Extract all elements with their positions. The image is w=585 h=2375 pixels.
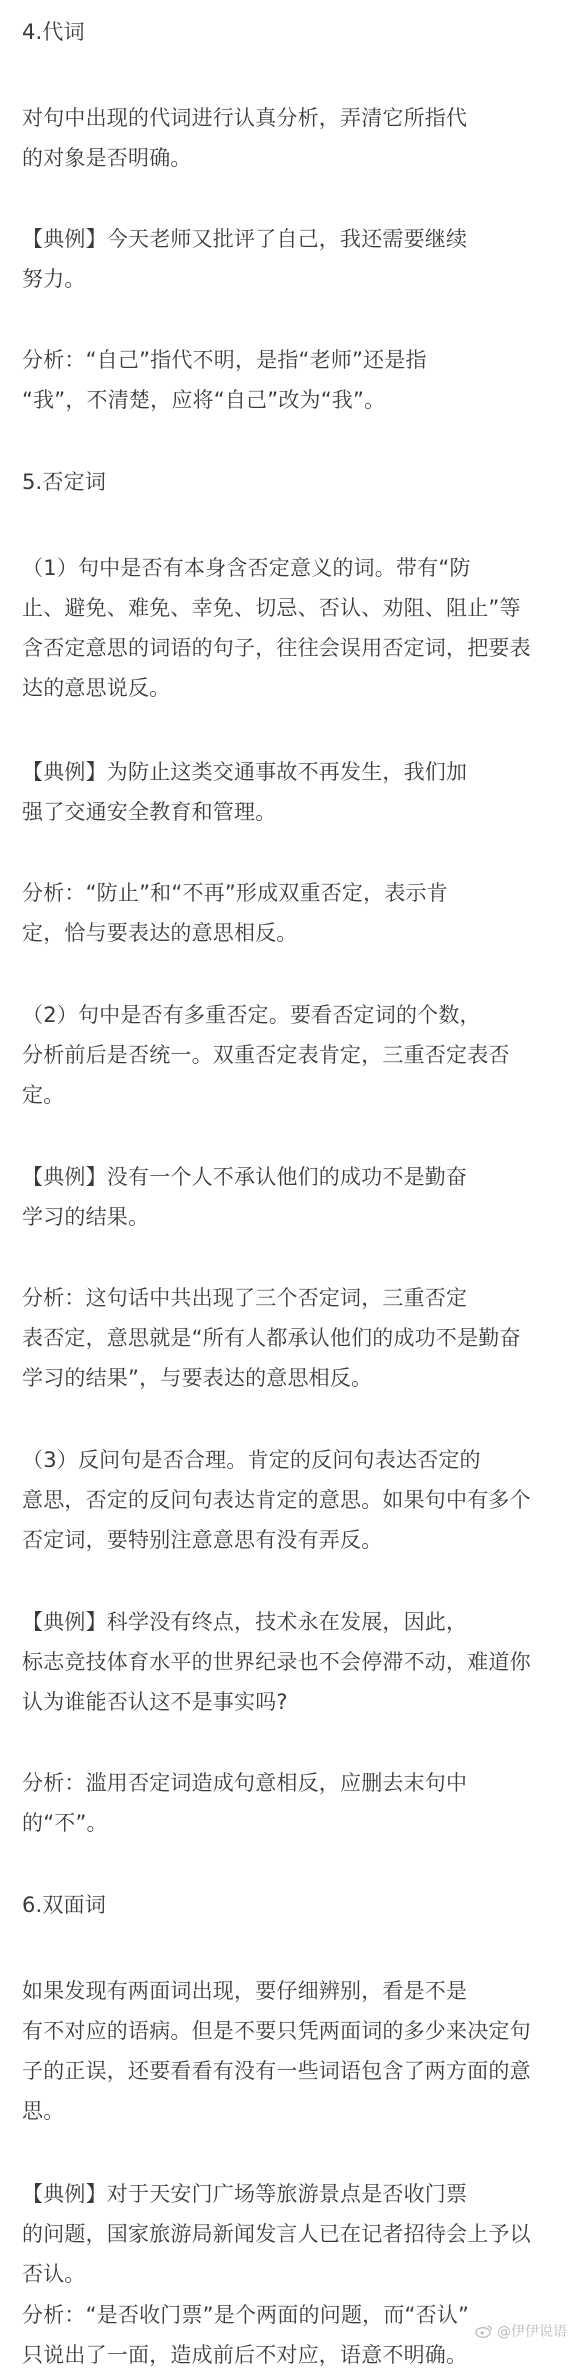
paragraph-line: 努力。: [22, 267, 86, 291]
paragraph: [22, 1763, 563, 1843]
paragraph-line: 分析：滥用否定词造成句意相反，应删去末句中: [22, 1771, 468, 1795]
paragraph-line: 止、避免、难免、幸免、切忌、否认、劝阻、阻止”等: [22, 596, 521, 620]
paragraph-line: 对句中出现的代词进行认真分析，弄清它所指代: [22, 106, 468, 130]
paragraph-line: 的问题，国家旅游局新闻发言人已在记者招待会上予以: [22, 2222, 531, 2246]
paragraph: [22, 1278, 563, 1398]
paragraph: [22, 1971, 563, 2131]
paragraph-line: 6.双面词: [22, 1893, 107, 1917]
paragraph-line: 思。: [22, 2099, 65, 2123]
paragraph-line: “我”，不清楚，应将“自己”改为“我”。: [22, 388, 386, 412]
paragraph-line: 5.否定词: [22, 470, 107, 494]
paragraph-line: 学习的结果”，与要表达的意思相反。: [22, 1366, 373, 1390]
paragraph: [22, 219, 563, 299]
paragraph-line: （3）反问句是否合理。肯定的反问句表达否定的: [22, 1448, 481, 1472]
paragraph-line: 定，恰与要表达的意思相反。: [22, 921, 298, 945]
paragraph-line: 分析前后是否统一。双重否定表肯定，三重否定表否: [22, 1043, 510, 1067]
paragraph: [22, 340, 563, 420]
weibo-logo-icon: [475, 2324, 493, 2338]
paragraph-line: 【典例】为防止这类交通事故不再发生，我们加: [22, 760, 468, 784]
paragraph-line: 定。: [22, 1083, 65, 1107]
paragraph: [22, 1440, 563, 1560]
paragraph-line: 只说出了一面，造成前后不对应，语意不明确。: [22, 2343, 468, 2367]
paragraph: [22, 12, 563, 52]
paragraph-line: 否定词，要特别注意意思有没有弄反。: [22, 1528, 383, 1552]
paragraph-line: 分析：“是否收门票”是个两面的问题，而“否认”: [22, 2303, 470, 2327]
paragraph-line: 达的意思说反。: [22, 676, 171, 700]
watermark-text: @伊伊说语: [497, 2324, 567, 2340]
paragraph: [22, 752, 563, 832]
paragraph-line: 分析：这句话中共出现了三个否定词，三重否定: [22, 1286, 468, 1310]
paragraph-line: 学习的结果。: [22, 1205, 150, 1229]
paragraph-line: （1）句中是否有本身含否定意义的词。带有“防: [22, 556, 471, 580]
paragraph-line: 否认。: [22, 2262, 86, 2286]
paragraph-line: 的“不”。: [22, 1811, 108, 1835]
paragraph-line: 意思，否定的反问句表达肯定的意思。如果句中有多个: [22, 1488, 531, 1512]
paragraph-line: 表否定，意思就是“所有人都承认他们的成功不是勤奋: [22, 1326, 521, 1350]
paragraph: [22, 548, 563, 708]
paragraph: [22, 462, 563, 502]
watermark: [475, 2321, 567, 2341]
paragraph-line: 强了交通安全教育和管理。: [22, 800, 277, 824]
paragraph-line: 【典例】没有一个人不承认他们的成功不是勤奋: [22, 1165, 468, 1189]
paragraph-line: 有不对应的语病。但是不要只凭两面词的多少来决定句: [22, 2019, 531, 2043]
paragraph-line: 子的正误，还要看看有没有一些词语包含了两方面的意: [22, 2059, 531, 2083]
paragraph: [22, 1885, 563, 1925]
paragraph-line: 的对象是否明确。: [22, 146, 192, 170]
paragraph-line: （2）句中是否有多重否定。要看否定词的个数，: [22, 1003, 481, 1027]
paragraph-line: 【典例】科学没有终点，技术永在发展，因此，: [22, 1610, 468, 1634]
paragraph-line: 【典例】对于天安门广场等旅游景点是否收门票: [22, 2182, 468, 2206]
paragraph-line: 标志竞技体育水平的世界纪录也不会停滞不动，难道你: [22, 1650, 531, 1674]
paragraph: [22, 98, 563, 178]
paragraph-line: 认为谁能否认这不是事实吗?: [22, 1690, 288, 1714]
paragraph: [22, 995, 563, 1115]
paragraph-line: 含否定意思的词语的句子，往往会误用否定词，把要表: [22, 636, 531, 660]
paragraph-line: 【典例】今天老师又批评了自己，我还需要继续: [22, 227, 468, 251]
paragraph: [22, 1157, 563, 1237]
paragraph-line: 分析：“防止”和“不再”形成双重否定，表示肯: [22, 881, 448, 905]
paragraph-line: 分析：“自己”指代不明，是指“老师”还是指: [22, 348, 427, 372]
paragraph-line: 4.代词: [22, 20, 85, 44]
paragraph: [22, 873, 563, 953]
paragraph-line: 如果发现有两面词出现，要仔细辨别，看是不是: [22, 1979, 468, 2003]
paragraph: [22, 1602, 563, 1722]
paragraph: [22, 2174, 563, 2294]
